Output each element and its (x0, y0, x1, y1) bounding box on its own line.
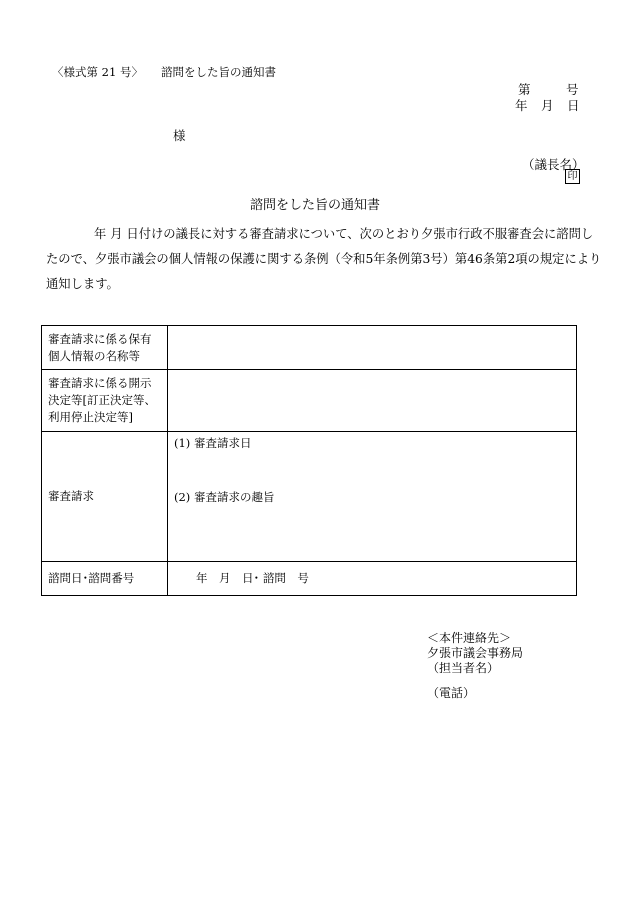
request-purpose-item: (2) 審査請求の趣旨 (174, 490, 275, 504)
contact-person: （担当者名） (427, 661, 500, 675)
row-value-inquiry (168, 562, 577, 596)
date-day: 日 (567, 98, 580, 113)
form-number: 〈様式第 21 号〉 (52, 65, 143, 79)
document-number-prefix: 第 (518, 82, 531, 97)
addressee: 様 (173, 128, 186, 143)
inquiry-date-number: 年 月 日･ 諮問 号 (196, 571, 309, 585)
table-row (42, 370, 577, 432)
row-label-disclosure-decision: 審査請求に係る開示決定等[訂正決定等、利用停止決定等] (42, 370, 168, 432)
row-label-info-name: 審査請求に係る保有個人情報の名称等 (42, 326, 168, 370)
notice-table (41, 325, 577, 596)
contact-heading: ＜本件連絡先＞ (427, 631, 512, 645)
contact-office: 夕張市議会事務局 (427, 646, 524, 660)
body-line-2: たので、夕張市議会の個人情報の保護に関する条例（令和5年条例第3号）第46条第2項の規定により (46, 252, 602, 266)
seal-mark: 印 (565, 169, 580, 184)
date-month: 月 (541, 98, 554, 113)
row-value-request (168, 432, 577, 562)
document-number-suffix: 号 (566, 82, 579, 97)
date-year: 年 (515, 98, 528, 113)
body-text (46, 222, 602, 297)
form-name: 諮問をした旨の通知書 (160, 65, 276, 79)
contact-block (427, 631, 523, 701)
request-date-item: (1) 審査請求日 (174, 436, 252, 450)
table-row (42, 562, 577, 596)
document-title: 諮問をした旨の通知書 (249, 198, 380, 213)
contact-phone: （電話） (427, 686, 476, 700)
body-line-3: 通知します。 (46, 277, 119, 291)
row-label-inquiry: 諮問日･諮問番号 (42, 562, 168, 596)
table-row (42, 432, 577, 562)
row-value-disclosure-decision (168, 370, 577, 432)
table-row (42, 326, 577, 370)
row-label-request: 審査請求 (42, 432, 168, 562)
form-number-line (52, 64, 276, 80)
chair-name: （議長名） (522, 157, 585, 172)
row-value-info-name (168, 326, 577, 370)
body-line-1: 年 月 日付けの議長に対する審査請求について、次のとおり夕張市行政不服審査会に諮問し (94, 227, 594, 241)
